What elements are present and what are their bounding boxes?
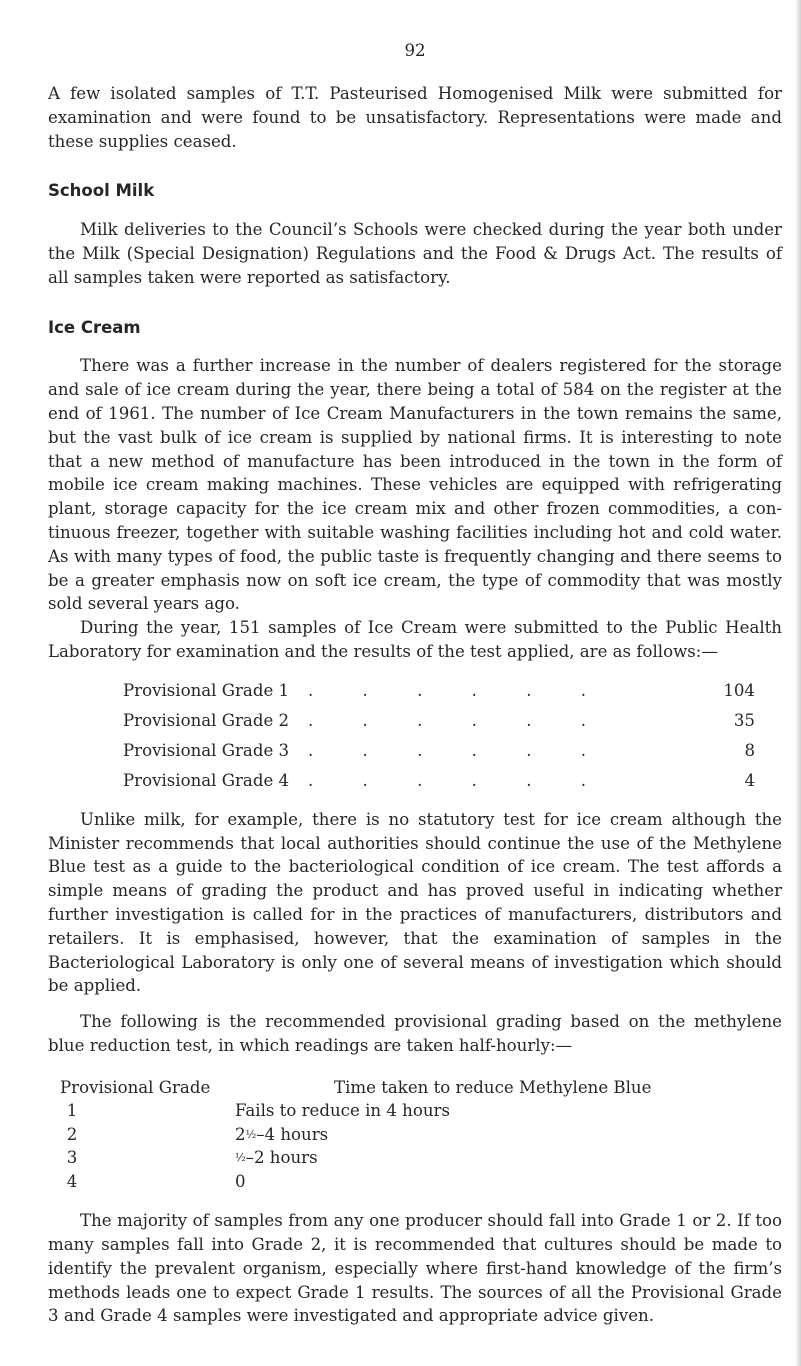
results-label: Provisional Grade 2 [123,710,290,730]
grading-time-rest: –2 hours [245,1148,318,1168]
grading-table-row [48,1123,782,1147]
grading-table [48,1076,782,1194]
grading-row-time [235,1170,246,1194]
grading-row-time [235,1123,328,1147]
grading-table-row [48,1099,782,1123]
grading-table-row [48,1146,782,1170]
results-row [123,766,782,796]
results-leader-dots: . . . . . . [308,770,609,790]
grading-intro-paragraph: The following is the recommended provisional grading based on the methylene blue reduction test, in which readings are taken half-hourly:— [48,1012,782,1055]
results-row [123,676,782,706]
intro-paragraph: A few isolated samples of T.T. Pasteurised Homogenised Milk were submitted for examination and were found to be unsatisfactory. Representations were made and these supplies ceased. [48,84,782,151]
ice-cream-paragraph-2: During the year, 151 samples of Ice Cream were submitted to the Public Health Laboratory for examination and the results of the test applied, are as follows:— [48,618,782,661]
page-number: 92 [404,41,426,60]
school-milk-heading: School Milk [48,181,155,201]
results-row [123,736,782,766]
grading-header-time: Time taken to reduce Methylene Blue [334,1077,652,1097]
grading-time-main: Fails to reduce in 4 hours [235,1101,450,1121]
conclusion-paragraph: The majority of samples from any one producer should fall into Grade 1 or 2. If too many samples fall into Grade 2, it is recommended that cultures should be made to identify the prevalent organism, especially where first-hand knowledge of the firm’s methods leads one to expect Grade 1 results. The sources of all the Provisional Grade 3 and Grade 4 samples were investigated and appropriate advice given. [48,1211,782,1326]
document-page [48,40,782,1328]
ice-cream-heading: Ice Cream [48,317,141,337]
results-label: Provisional Grade 3 [123,740,290,760]
results-leader-dots: . . . . . . [308,680,609,700]
results-value: 35 [733,710,755,730]
grading-table-row [48,1170,782,1194]
results-list [48,676,782,796]
results-value: 8 [744,740,755,760]
results-row [123,706,782,736]
grading-row-grade: 3 [66,1148,78,1168]
grading-row-grade: 1 [66,1101,78,1121]
grading-header-grade: Provisional Grade [60,1077,211,1097]
grading-row-grade: 2 [66,1124,78,1144]
grading-time-main: 2 [235,1124,246,1144]
grading-time-main: 0 [235,1171,246,1191]
grading-row-time [235,1146,318,1170]
results-label: Provisional Grade 1 [123,680,290,700]
ice-cream-paragraph-1: There was a further increase in the number of dealers registered for the storage and sale of ice cream during the year, there being a total of 584 on the register at the end of 1961. The number of Ice Cream Manufacturers in the town remains the same, but the vast bulk of ice cream is supplied by national firms. It is interesting to note that a new method of manufacture has been introduced in the town in the form of mobile ice cream making machines. These vehicles are equipped with refrigerating plant, storage capacity for the ice cream mix and other frozen commodities, a continuous freezer, together with suitable washing facilities including hot and cold water. As with many types of food, the public taste is frequently changing and there seems to be a greater emphasis now on soft ice cream, the type of commodity that was mostly sold several years ago. [48,356,782,614]
results-value: 104 [723,680,755,700]
school-milk-paragraph: Milk deliveries to the Council’s Schools were checked during the year both under the Milk (Special Designation) Regulations and the Food & Drugs Act. The results of all samples taken were reported as satisfactory. [48,220,782,287]
grading-time-fraction: ½ [235,1151,246,1165]
grading-time-rest: –4 hours [256,1124,329,1144]
grading-time-fraction: ½ [245,1127,257,1141]
grading-row-time [235,1099,450,1123]
results-leader-dots: . . . . . . [308,710,609,730]
grading-table-header [48,1076,782,1100]
scan-edge-shadow [795,0,801,1366]
results-leader-dots: . . . . . . [308,740,609,760]
results-value: 4 [744,770,755,790]
results-label: Provisional Grade 4 [123,770,290,790]
grading-row-grade: 4 [66,1171,78,1191]
methylene-blue-paragraph: Unlike milk, for example, there is no statutory test for ice cream although the Minister recommends that local authorities should continue the use of the Methylene Blue test as a guide to the bacteriological condition of ice cream. The test affords a simple means of grading the product and has proved useful in indicating whether further investigation is called for in the practices of manufacturers, distributors and retailers. It is emphasised, however, that the examination of samples in the Bacteriological Laboratory is only one of several means of investigation which should be applied. [48,809,782,996]
